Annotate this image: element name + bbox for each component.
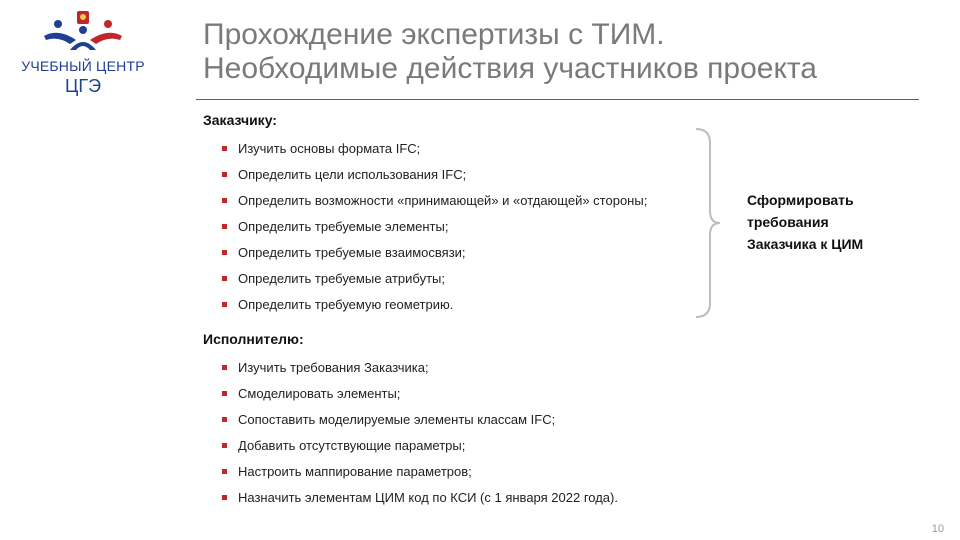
slide-title-line1: Прохождение экспертизы с ТИМ. — [203, 18, 665, 51]
list-item: Смоделировать элементы; — [222, 386, 618, 412]
logo-text-line1: УЧЕБНЫЙ ЦЕНТР — [21, 58, 145, 74]
bullet-icon — [222, 469, 227, 474]
list-item: Сопоставить моделируемые элементы классам IFC; — [222, 412, 618, 438]
summary-line1: Сформировать — [747, 192, 854, 208]
customer-summary — [747, 189, 927, 255]
list-item: Определить возможности «принимающей» и «отдающей» стороны; — [222, 193, 647, 219]
list-item: Определить требуемые взаимосвязи; — [222, 245, 647, 271]
page-number: 10 — [931, 523, 944, 535]
summary-line2: требования — [747, 214, 829, 230]
summary-line3: Заказчика к ЦИМ — [747, 236, 864, 252]
bullet-icon — [222, 172, 227, 177]
bullet-icon — [222, 146, 227, 151]
logo-emblem-icon — [40, 10, 126, 56]
bullet-icon — [222, 495, 227, 500]
bullet-icon — [222, 250, 227, 255]
list-item: Настроить маппирование параметров; — [222, 464, 618, 490]
list-item: Назначить элементам ЦИМ код по КСИ (с 1 января 2022 года). — [222, 490, 618, 516]
bullet-icon — [222, 302, 227, 307]
slide-title-line2: Необходимые действия участников проекта — [203, 52, 817, 85]
bullet-icon — [222, 365, 227, 370]
list-item: Изучить требования Заказчика; — [222, 360, 618, 386]
contractor-list — [222, 360, 618, 516]
customer-heading: Заказчику: — [203, 112, 277, 128]
contractor-heading: Исполнителю: — [203, 331, 304, 347]
bullet-icon — [222, 224, 227, 229]
logo-text-line2: ЦГЭ — [65, 76, 101, 96]
bullet-icon — [222, 198, 227, 203]
bullet-icon — [222, 417, 227, 422]
curly-brace-icon — [694, 127, 722, 319]
bullet-icon — [222, 276, 227, 281]
list-item: Определить требуемые элементы; — [222, 219, 647, 245]
list-item: Изучить основы формата IFC; — [222, 141, 647, 167]
slide-title — [203, 18, 943, 86]
list-item: Определить требуемую геометрию. — [222, 297, 647, 323]
customer-list — [222, 141, 647, 323]
bullet-icon — [222, 443, 227, 448]
title-divider — [196, 99, 919, 100]
list-item: Добавить отсутствующие параметры; — [222, 438, 618, 464]
training-center-logo — [8, 10, 158, 102]
bullet-icon — [222, 391, 227, 396]
list-item: Определить цели использования IFC; — [222, 167, 647, 193]
list-item: Определить требуемые атрибуты; — [222, 271, 647, 297]
